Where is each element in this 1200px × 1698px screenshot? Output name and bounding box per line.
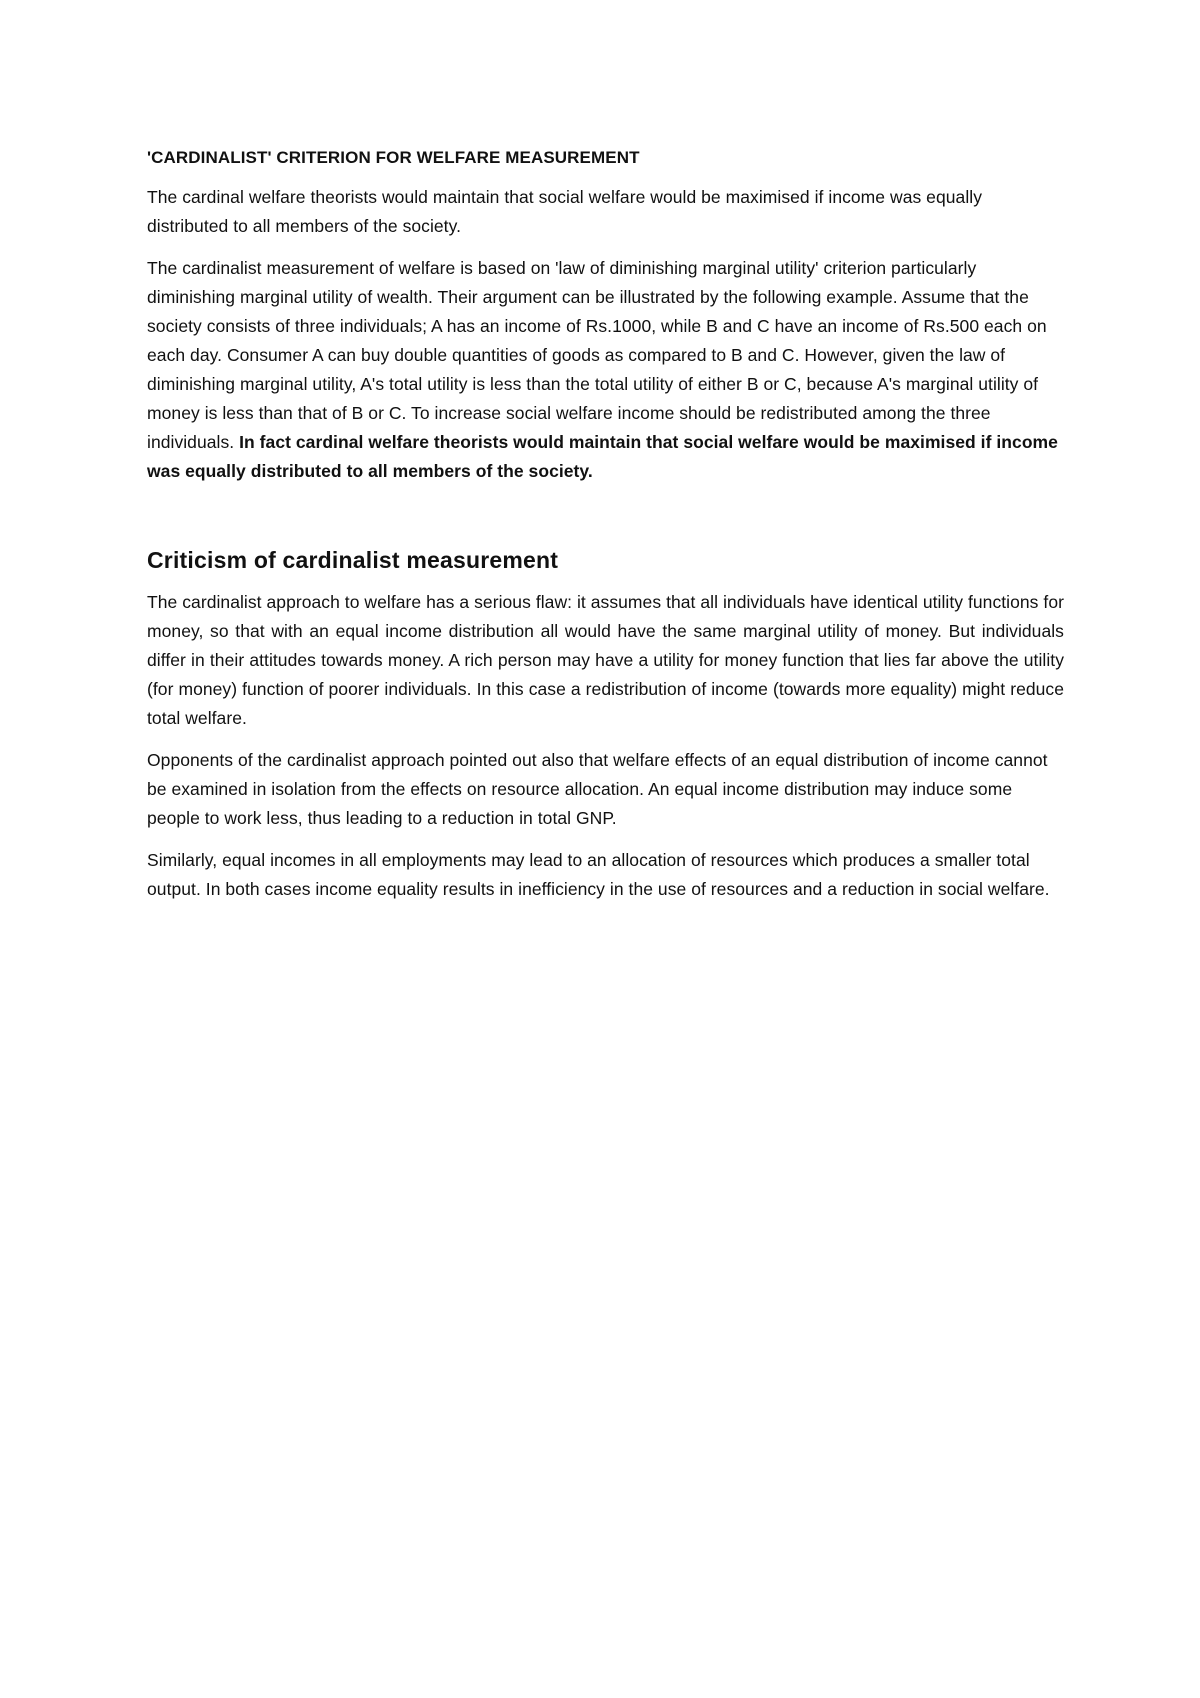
criticism-paragraph: The cardinalist approach to welfare has a serious flaw: it assumes that all individuals have identical utility functions for money, so that with an equal income distribution all would have the same marginal utility of money. But individuals differ in their attitudes towards money. A rich person may have a utility for money function that lies far above the utility (for money) function of poorer individuals. In this case a redistribution of income (towards more equality) might reduce total welfare. — [147, 592, 1064, 728]
cardinalist-measurement-bold-text: In fact cardinal welfare theorists would maintain that social welfare would be maximised if income was equally distributed to all members of the society. — [147, 432, 1058, 481]
similarly-paragraph: Similarly, equal incomes in all employments may lead to an allocation of resources which produces a smaller total output. In both cases income equality results in inefficiency in the use of resources and a reduction in social welfare. — [147, 850, 1050, 899]
cardinalist-measurement-text: The cardinalist measurement of welfare is based on 'law of diminishing marginal utility' criterion particularly diminishing marginal utility of wealth. Their argument can be illustrated by the following example. Assume that the society consists of three individuals; A has an income of Rs.1000, while B and C have an income of Rs.500 each on each day. Consumer A can buy double quantities of goods as compared to B and C. However, given the law of diminishing marginal utility, A's total utility is less than the total utility of either B or C, because A's marginal utility of money is less than that of B or C. To increase social welfare income should be redistributed among the three individuals. — [147, 258, 1047, 452]
opponents-paragraph: Opponents of the cardinalist approach pointed out also that welfare effects of an equal distribution of income cannot be examined in isolation from the effects on resource allocation. An equal income distribution may induce some people to work less, thus leading to a reduction in total GNP. — [147, 750, 1048, 828]
section-heading: Criticism of cardinalist measurement — [147, 547, 559, 573]
document-page — [147, 146, 1064, 917]
cardinalist-measurement-paragraph — [147, 254, 1064, 486]
intro-paragraph: The cardinal welfare theorists would maintain that social welfare would be maximised if income was equally distributed to all members of the society. — [147, 187, 982, 236]
document-title: 'CARDINALIST' CRITERION FOR WELFARE MEASUREMENT — [147, 148, 640, 167]
